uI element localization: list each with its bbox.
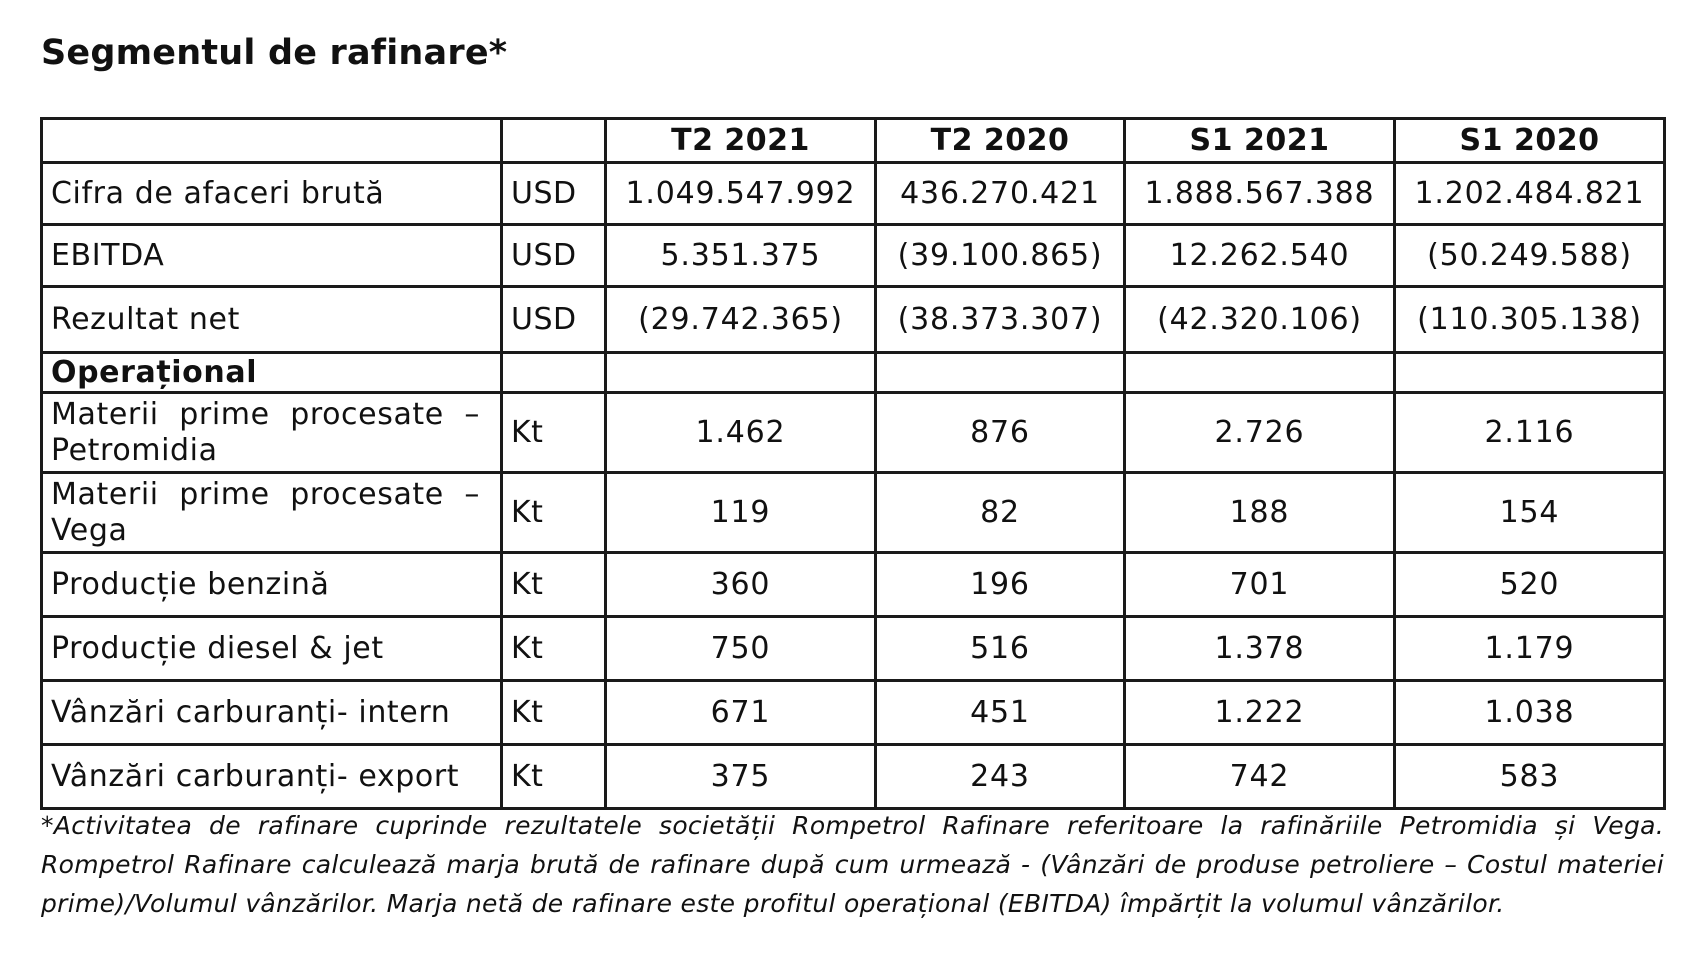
- cell-value: 2.726: [1125, 393, 1395, 473]
- row-label: Vânzări carburanți- intern: [42, 681, 502, 745]
- row-unit: Kt: [502, 393, 606, 473]
- cell-value: 360: [606, 553, 876, 617]
- section-row: [42, 353, 1665, 393]
- empty-cell: [876, 353, 1125, 393]
- cell-value: 750: [606, 617, 876, 681]
- table-row: [42, 287, 1665, 353]
- cell-value: 583: [1395, 745, 1665, 809]
- cell-value: 1.049.547.992: [606, 163, 876, 225]
- row-unit: Kt: [502, 617, 606, 681]
- cell-value: (50.249.588): [1395, 225, 1665, 287]
- header-t2-2021: T2 2021: [606, 119, 876, 163]
- row-label: EBITDA: [42, 225, 502, 287]
- cell-value: 520: [1395, 553, 1665, 617]
- cell-value: 243: [876, 745, 1125, 809]
- cell-value: (38.373.307): [876, 287, 1125, 353]
- cell-value: 1.202.484.821: [1395, 163, 1665, 225]
- row-unit: USD: [502, 163, 606, 225]
- table-row: [42, 617, 1665, 681]
- header-s1-2021: S1 2021: [1125, 119, 1395, 163]
- cell-value: 5.351.375: [606, 225, 876, 287]
- table-header-row: [42, 119, 1665, 163]
- row-label: Materii prime procesate – Vega: [42, 473, 502, 553]
- cell-value: 876: [876, 393, 1125, 473]
- row-unit: Kt: [502, 473, 606, 553]
- cell-value: 1.179: [1395, 617, 1665, 681]
- cell-value: 2.116: [1395, 393, 1665, 473]
- row-label: Producție benzină: [42, 553, 502, 617]
- table-row: [42, 745, 1665, 809]
- cell-value: 436.270.421: [876, 163, 1125, 225]
- cell-value: 375: [606, 745, 876, 809]
- row-unit: Kt: [502, 745, 606, 809]
- header-t2-2020: T2 2020: [876, 119, 1125, 163]
- cell-value: 188: [1125, 473, 1395, 553]
- row-unit: Kt: [502, 681, 606, 745]
- empty-cell: [1125, 353, 1395, 393]
- cell-value: 451: [876, 681, 1125, 745]
- row-label: Producție diesel & jet: [42, 617, 502, 681]
- page-title: Segmentul de rafinare*: [41, 33, 508, 73]
- header-s1-2020: S1 2020: [1395, 119, 1665, 163]
- row-label: Materii prime procesate – Petromidia: [42, 393, 502, 473]
- row-label: Vânzări carburanți- export: [42, 745, 502, 809]
- refining-segment-table: [40, 117, 1666, 810]
- empty-cell: [1395, 353, 1665, 393]
- header-cell-unit: [502, 119, 606, 163]
- cell-value: 742: [1125, 745, 1395, 809]
- cell-value: 1.222: [1125, 681, 1395, 745]
- cell-value: 1.378: [1125, 617, 1395, 681]
- cell-value: 1.462: [606, 393, 876, 473]
- cell-value: 12.262.540: [1125, 225, 1395, 287]
- table-row: [42, 473, 1665, 553]
- table-row: [42, 681, 1665, 745]
- row-label: Cifra de afaceri brută: [42, 163, 502, 225]
- cell-value: 671: [606, 681, 876, 745]
- cell-value: 1.888.567.388: [1125, 163, 1395, 225]
- cell-value: (29.742.365): [606, 287, 876, 353]
- table-row: [42, 393, 1665, 473]
- cell-value: (39.100.865): [876, 225, 1125, 287]
- empty-cell: [606, 353, 876, 393]
- table-row: [42, 163, 1665, 225]
- table-row: [42, 225, 1665, 287]
- empty-cell: [502, 353, 606, 393]
- cell-value: 701: [1125, 553, 1395, 617]
- row-unit: USD: [502, 287, 606, 353]
- cell-value: 196: [876, 553, 1125, 617]
- table-row: [42, 553, 1665, 617]
- cell-value: (110.305.138): [1395, 287, 1665, 353]
- footnote: *Activitatea de rafinare cuprinde rezultatele societății Rompetrol Rafinare referitoare la rafinăriile Petromidia și Vega. Rompetrol Rafinare calculează marja brută de rafinare după cum urmează - (Vânzări de produse petroliere – Costul materiei prime)/Volumul vânzărilor. Marja netă de rafinare este profitul operațional (EBITDA) împărțit la volumul vânzărilor.: [41, 811, 1664, 918]
- cell-value: 1.038: [1395, 681, 1665, 745]
- cell-value: 516: [876, 617, 1125, 681]
- cell-value: 82: [876, 473, 1125, 553]
- section-label-operational: Operațional: [42, 353, 502, 393]
- header-cell-label: [42, 119, 502, 163]
- cell-value: 154: [1395, 473, 1665, 553]
- cell-value: 119: [606, 473, 876, 553]
- row-unit: Kt: [502, 553, 606, 617]
- row-label: Rezultat net: [42, 287, 502, 353]
- cell-value: (42.320.106): [1125, 287, 1395, 353]
- row-unit: USD: [502, 225, 606, 287]
